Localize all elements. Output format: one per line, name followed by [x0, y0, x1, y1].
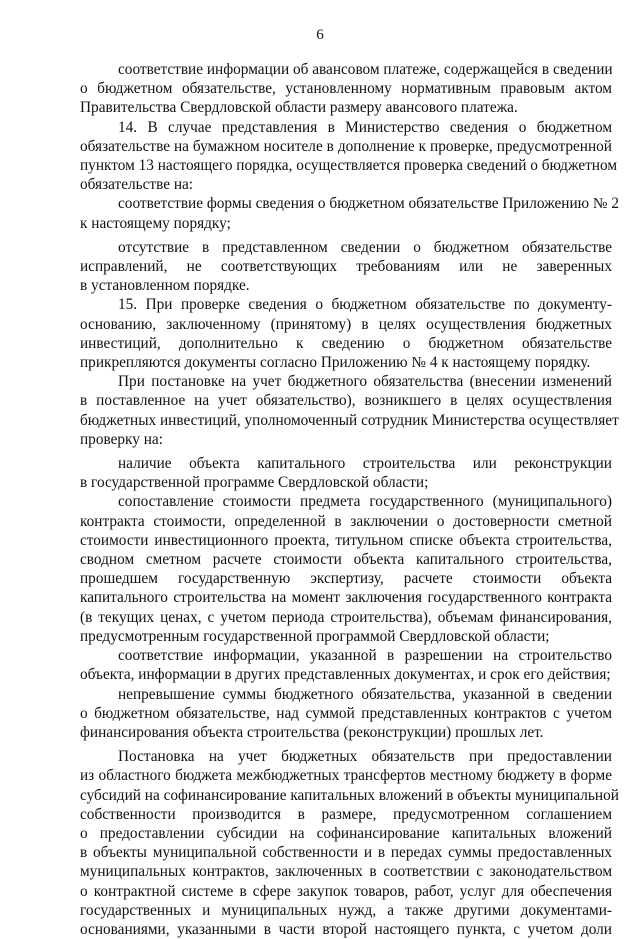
- text-line: о бюджетном обязательстве, установленному нормативным правовым актом: [80, 80, 612, 98]
- text-line: в государственной программе Свердловской области;: [80, 474, 429, 492]
- text-line: бюджетных инвестиций, уполномоченный сотрудник Министерства осуществляет: [80, 411, 619, 429]
- paragraph: [80, 194, 619, 232]
- text-line: государственных и муниципальных нужд, а также другими документами-: [80, 901, 612, 919]
- page-number: 6: [316, 27, 324, 43]
- text-line: отсутствие в представленном сведении о бюджетном обязательстве: [118, 238, 612, 256]
- paragraph: [80, 492, 612, 646]
- text-line: соответствие формы сведения о бюджетном обязательстве Приложению № 2: [118, 195, 619, 213]
- text-line: обязательстве на бумажном носителе в дополнение к проверке, предусмотренной: [80, 137, 612, 155]
- text-line: Постановка на учет бюджетных обязательств при предоставлении: [118, 748, 612, 766]
- text-line: в объекты муниципальной собственности и в передах суммы предоставленных: [80, 844, 612, 862]
- text-line: прикрепляются документы согласно Приложению № 4 к настоящему порядку.: [80, 354, 591, 372]
- text-line: о контрактной системе в сфере закупок товаров, работ, услуг для обеспечения: [80, 882, 612, 900]
- paragraph: [80, 238, 612, 296]
- text-line: сопоставление стоимости предмета государственного (муниципального): [118, 493, 612, 511]
- text-line: контракта стоимости, определенной в заключении о достоверности сметной: [80, 512, 612, 530]
- text-line: Правительства Свердловской области размеру авансового платежа.: [80, 99, 518, 117]
- text-line: обязательстве на:: [80, 176, 194, 194]
- document-body: [80, 60, 619, 939]
- text-line: соответствие информации об авансовом платеже, содержащейся в сведении: [118, 61, 613, 78]
- paragraph: [80, 646, 612, 684]
- text-line: о бюджетном обязательстве, над суммой представленных контрактов с учетом: [80, 704, 612, 722]
- text-line: объекта, информации в других представленных документах, и срок его действия;: [80, 666, 611, 684]
- paragraph: [80, 685, 612, 743]
- text-line: (в текущих ценах, с учетом периода строительства), объемам финансирования,: [80, 608, 612, 626]
- paragraph: [80, 118, 618, 195]
- text-line: инвестиций, дополнительно к сведению о бюджетном обязательстве: [80, 334, 612, 352]
- text-line: непревышение суммы бюджетного обязательства, указанной в сведении: [118, 685, 612, 703]
- text-line: 14. В случае представления в Министерство сведения о бюджетном: [118, 118, 612, 136]
- text-line: пунктом 13 настоящего порядка, осуществляется проверка сведений о бюджетном: [80, 157, 618, 175]
- text-line: исправлений, не соответствующих требованиям или не заверенных: [80, 258, 612, 276]
- text-line: субсидий на софинансирование капитальных вложений в объекты муниципальной: [80, 786, 619, 804]
- text-line: наличие объекта капитального строительства или реконструкции: [118, 455, 612, 473]
- paragraph: [80, 454, 612, 492]
- text-line: основаниями, указанными в части второй настоящего пункта, с учетом доли: [80, 920, 612, 938]
- paragraph: [80, 372, 619, 449]
- text-line: капитального строительства на момент заключения государственного контракта: [80, 589, 612, 607]
- paragraph: [80, 295, 612, 372]
- text-line: 15. При проверке сведения о бюджетном обязательстве по документу-: [118, 296, 612, 314]
- text-line: к настоящему порядку;: [80, 214, 231, 232]
- text-line: соответствие информации, указанной в разрешении на строительство: [118, 647, 612, 665]
- paragraph: [80, 60, 612, 118]
- text-line: о предоставлении субсидии на софинансирование капитальных вложений: [80, 824, 612, 842]
- text-line: финансирования объекта строительства (реконструкции) прошлых лет.: [80, 723, 544, 741]
- paragraph: [80, 747, 619, 939]
- text-line: При постановке на учет бюджетного обязательства (внесении изменений: [118, 373, 612, 391]
- text-line: основанию, заключенному (принятому) в целях осуществления бюджетных: [80, 315, 612, 333]
- text-line: в установленном порядке.: [80, 277, 250, 295]
- text-line: предусмотренным государственной программой Свердловской области;: [80, 627, 550, 645]
- text-line: проверку на:: [80, 430, 163, 448]
- text-line: прошедшем государственную экспертизу, расчете стоимости объекта: [80, 570, 612, 588]
- text-line: собственности производится в размере, предусмотренном соглашением: [80, 805, 612, 823]
- text-line: сводном сметном расчете стоимости объекта капитального строительства,: [80, 551, 612, 569]
- text-line: стоимости инвестиционного проекта, титульном списке объекта строительства,: [80, 531, 612, 549]
- text-line: из областного бюджета межбюджетных трансфертов местному бюджету в форме: [80, 767, 612, 785]
- text-line: в поставленное на учет обязательство), возникшего в целях осуществления: [80, 392, 612, 410]
- text-line: муниципальных контрактов, заключенных в соответствии с законодательством: [80, 863, 612, 881]
